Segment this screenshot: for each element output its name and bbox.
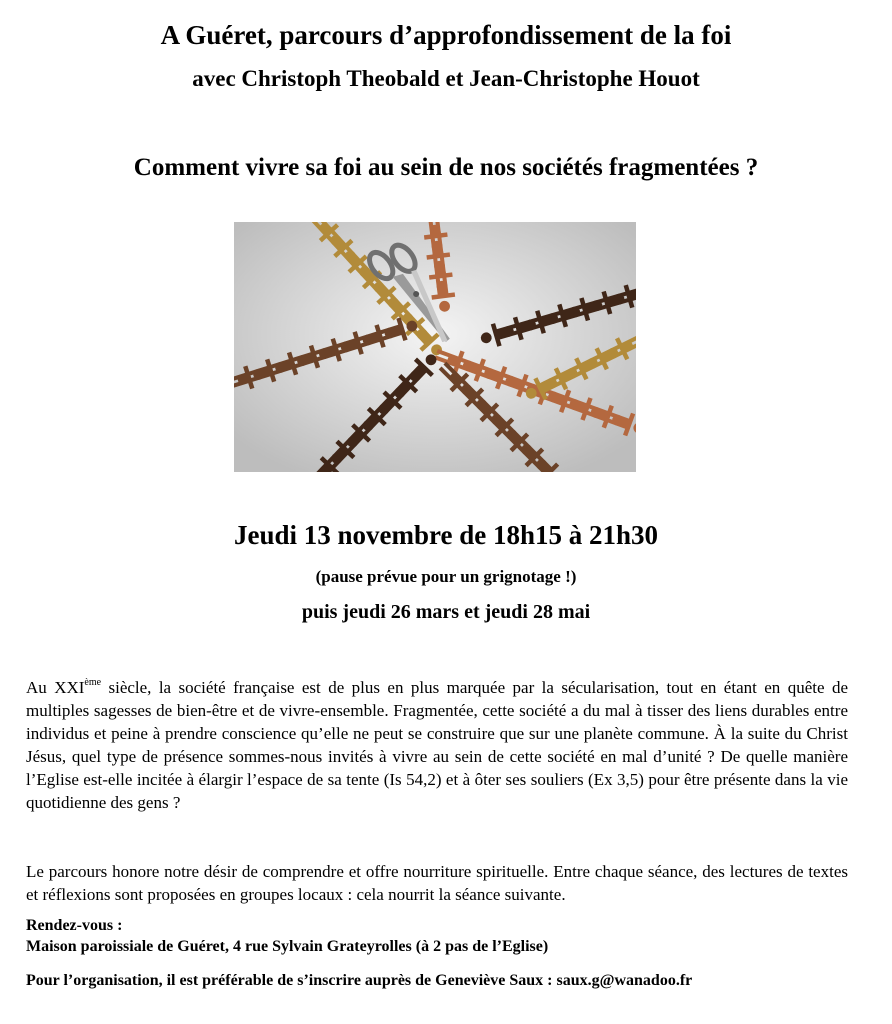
registration-email[interactable]: saux.g@wanadoo.fr: [556, 972, 693, 989]
event-date: Jeudi 13 novembre de 18h15 à 21h30: [233, 520, 659, 550]
page-title: A Guéret, parcours d’approfondissement de la foi: [160, 20, 732, 50]
pause-note: (pause prévue pour un grignotage !): [315, 567, 577, 586]
paper-people-scissors-icon: [234, 222, 636, 472]
registration-text: Pour l’organisation, il est préférable de s’inscrire auprès de Geneviève Saux :: [26, 972, 557, 989]
intro-rest: siècle, la société française est de plus en plus marquée par la sécularisation, tout en étant en quête de multiples sagesses de bien-être et de vivre-ensemble. Fragmentée, cette société a du mal à tisser des liens durables entre individus et peine à prendre conscience qu’elle ne peut se construire que sur une planète commune. À la suite du Christ Jésus, quel type de présence sommes-nous invités à vivre au sein de cette société en mal d’unité ? De quelle manière l’Eglise est-elle incitée à élargir l’espace de sa tente (Is 54,2) et à ôter ses souliers (Ex 3,5) pour être présente dans la vie quotidienne des gens ?: [26, 678, 848, 812]
program-paragraph: Le parcours honore notre désir de comprendre et offre nourriture spirituelle. Entre chaque séance, des lectures de textes et réflexions sont proposées en groupes locaux : cela nourrit la séance suivante.: [26, 862, 848, 904]
intro-lead: Au XXI: [26, 678, 85, 697]
headline-question: Comment vivre sa foi au sein de nos sociétés fragmentées ?: [133, 154, 759, 181]
page-subtitle: avec Christoph Theobald et Jean-Christophe Houot: [192, 66, 700, 91]
next-dates: puis jeudi 26 mars et jeudi 28 mai: [301, 601, 591, 623]
registration-line: [26, 971, 692, 991]
paper-chain-illustration: [234, 222, 636, 472]
meeting-label: Rendez-vous :: [26, 917, 123, 934]
intro-paragraph: [26, 676, 848, 814]
meeting-address: Maison paroissiale de Guéret, 4 rue Sylvain Grateyrolles (à 2 pas de l’Eglise): [26, 938, 549, 955]
intro-superscript: ème: [84, 677, 102, 688]
